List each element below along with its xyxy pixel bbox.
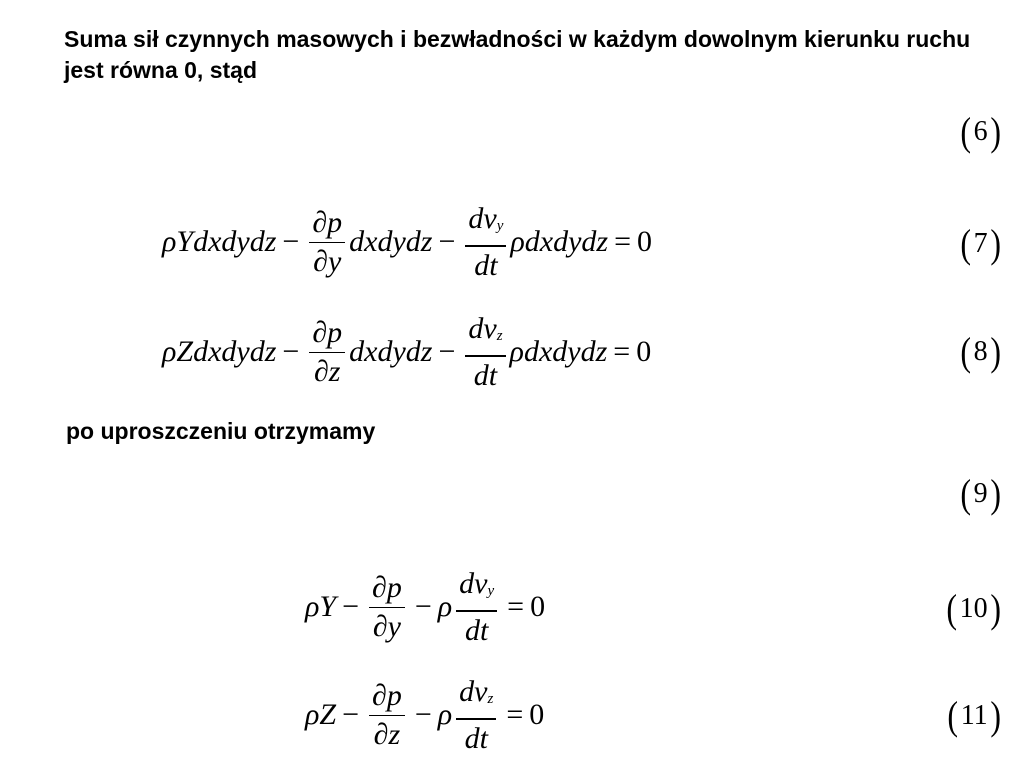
equation-10	[305, 565, 545, 650]
eq7-frac1-denominator: ∂y	[313, 245, 342, 278]
eq10-minus1: −	[342, 590, 360, 624]
eq8-term2: dxdydz	[349, 335, 433, 369]
eq8-partial-fraction	[309, 314, 345, 392]
equation-number-11: (11)	[947, 693, 1001, 738]
eq7-minus2: −	[438, 225, 456, 259]
equation-number-10: (10)	[946, 586, 1001, 631]
equation-7	[162, 200, 652, 285]
eq10-equals: =	[507, 590, 525, 624]
eq7-equals: =	[614, 225, 632, 259]
eq10-minus2: −	[414, 590, 432, 624]
eq10-term2: ρ	[437, 590, 453, 624]
eq8-frac1-denominator: ∂z	[313, 355, 341, 388]
eq7-frac2-numerator: $dv_y$	[468, 202, 504, 235]
eq7-frac1-numerator: ∂p	[312, 205, 343, 239]
eq8-rhs: 0	[636, 335, 652, 369]
eq8-minus2: −	[438, 335, 456, 369]
eq8-frac2-numerator: $dv_z$	[468, 312, 503, 345]
eq10-frac2-numerator: $dv_y$	[459, 567, 495, 600]
eq11-rhs: 0	[529, 698, 545, 732]
eq8-derivative-fraction	[465, 310, 505, 395]
eq8-frac2-denominator: dt	[473, 358, 498, 392]
equation-11	[305, 673, 544, 758]
eq11-minus2: −	[414, 698, 432, 732]
eq8-equals: =	[613, 335, 631, 369]
intro-paragraph: Suma sił czynnych masowych i bezwładności w każdym dowolnym kierunku ruchu jest równa 0, stąd	[64, 26, 971, 83]
eq10-frac1-denominator: ∂y	[372, 610, 401, 643]
eq10-rhs: 0	[530, 590, 546, 624]
eq11-frac1-numerator: ∂p	[372, 678, 402, 712]
eq7-term1: ρYdxdydz	[162, 225, 277, 259]
eq7-partial-fraction	[309, 204, 345, 282]
eq8-frac1-numerator: ∂p	[312, 315, 343, 349]
eq7-derivative-fraction	[465, 200, 506, 285]
eq11-frac2-subscript: z	[487, 691, 494, 707]
equation-8	[162, 310, 651, 395]
eq10-derivative-fraction	[456, 565, 497, 650]
eq7-rhs: 0	[637, 225, 653, 259]
eq7-minus1: −	[282, 225, 300, 259]
eq11-minus1: −	[342, 698, 360, 732]
eq8-frac2-subscript: z	[496, 328, 503, 344]
eq8-term1: ρZdxdydz	[162, 335, 277, 369]
equation-number-8: (8)	[960, 329, 1001, 374]
eq10-frac2-denominator: dt	[465, 613, 489, 647]
equation-number-9: (9)	[960, 471, 1001, 516]
eq10-frac2-subscript: y	[487, 583, 495, 599]
eq8-term3: ρdxdydz	[509, 335, 608, 369]
eq10-term1: ρY	[305, 590, 337, 624]
eq11-term2: ρ	[437, 698, 453, 732]
eq7-frac2-denominator: dt	[474, 248, 498, 282]
eq11-frac2-numerator: $dv_z$	[459, 675, 494, 708]
eq11-partial-fraction	[369, 677, 405, 755]
eq10-partial-fraction	[369, 569, 405, 647]
simplification-note: po uproszczeniu otrzymamy	[66, 418, 376, 444]
eq11-frac1-denominator: ∂z	[373, 718, 401, 751]
equation-number-7: (7)	[960, 221, 1001, 266]
eq8-minus1: −	[282, 335, 300, 369]
eq11-term1: ρZ	[305, 698, 337, 732]
eq11-frac2-denominator: dt	[464, 721, 488, 755]
eq7-term3: ρdxdydz	[510, 225, 609, 259]
eq11-derivative-fraction	[456, 673, 496, 758]
equation-number-6: (6)	[960, 109, 1001, 154]
eq7-frac2-subscript: y	[496, 218, 504, 234]
eq11-equals: =	[506, 698, 524, 732]
eq10-frac1-numerator: ∂p	[372, 570, 402, 604]
eq7-term2: dxdydz	[349, 225, 433, 259]
